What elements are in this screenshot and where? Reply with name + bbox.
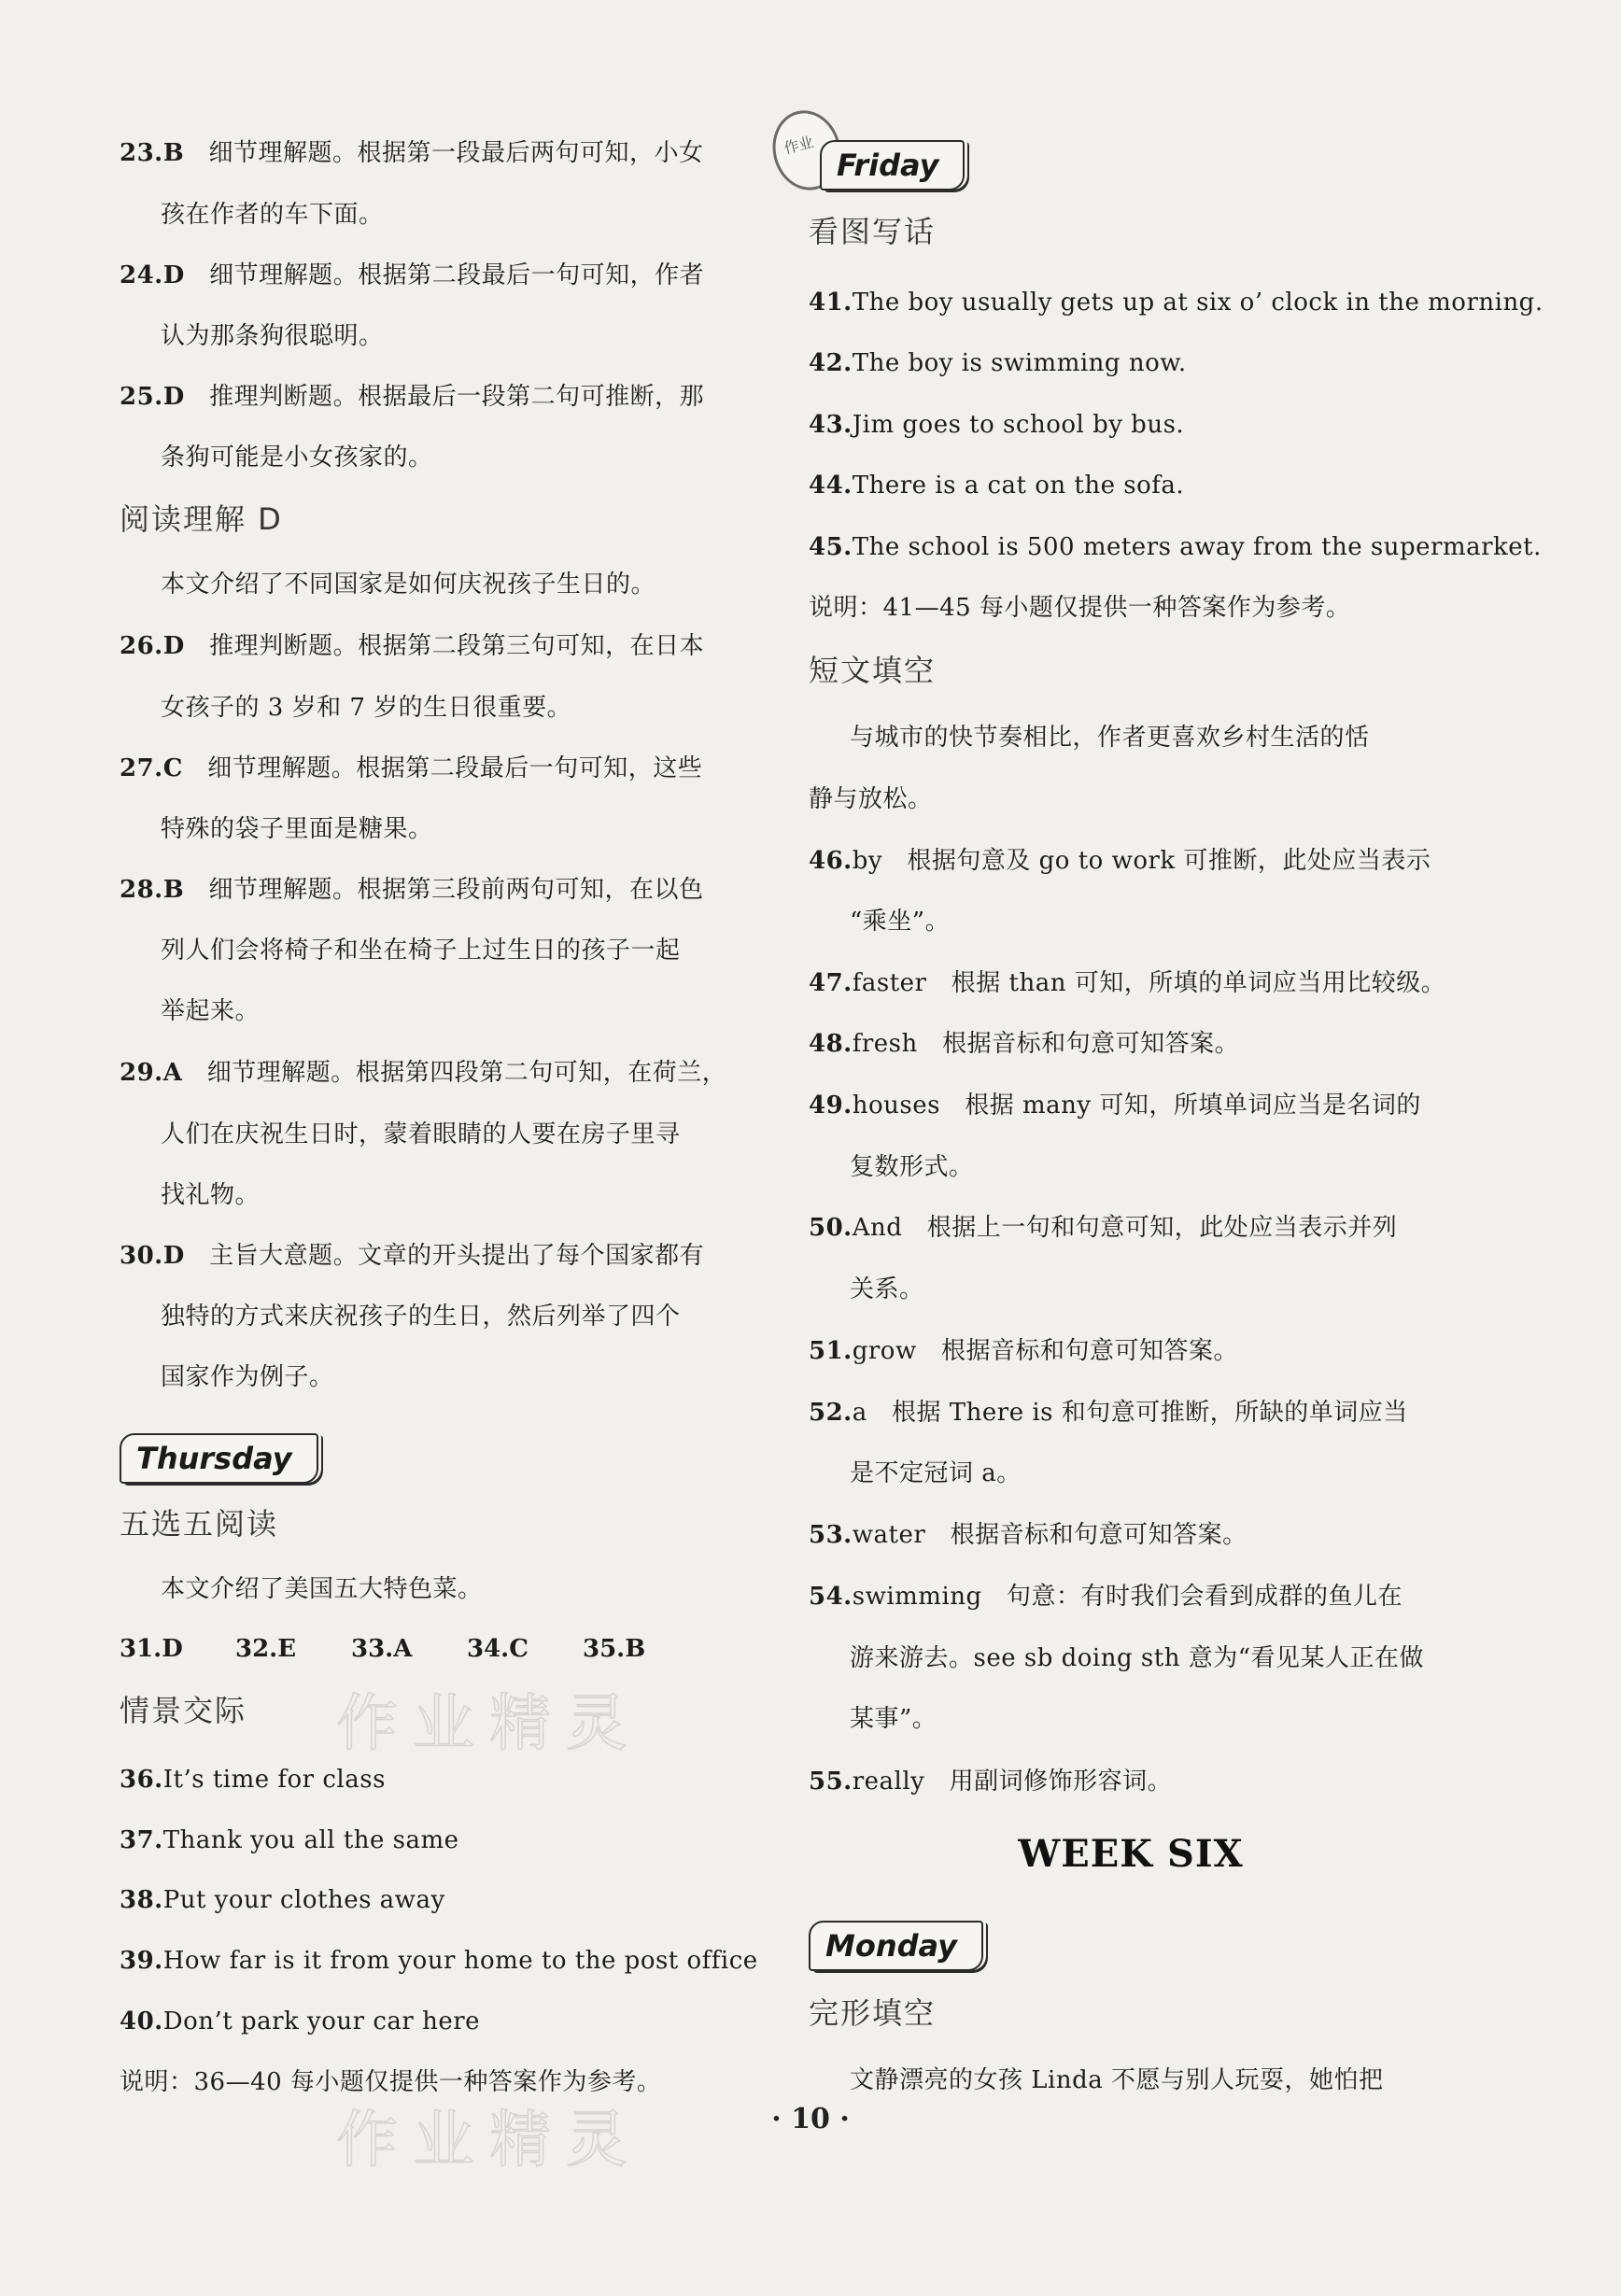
answer-55: [809, 1765, 1172, 1798]
answer-54: [809, 1580, 1403, 1613]
answer-continuation: 举起来。: [161, 997, 261, 1025]
answer-continuation: “乘坐”。: [850, 908, 951, 936]
answer-number: 40.: [120, 2007, 163, 2035]
answer-continuation: 独特的方式来庆祝孩子的生日，然后列举了四个: [161, 1303, 681, 1331]
answer-continuation: 某事”。: [850, 1705, 937, 1733]
section-intro: 与城市的快节奏相比，作者更喜欢乡村生活的恬: [850, 724, 1370, 752]
answer-40: [120, 2005, 480, 2038]
answer-text: 细节理解题。根据第四段第二句可知，在荷兰，: [206, 1059, 727, 1087]
answer-number: 36.: [120, 1766, 163, 1794]
answer-text: 推理判断题。根据第二段第三句可知，在日本: [209, 632, 705, 660]
section-heading-dialogue: 情景交际: [120, 1693, 247, 1728]
answer-number: 53.: [809, 1521, 853, 1549]
answer-word: a: [852, 1399, 867, 1427]
answer-51: [809, 1334, 1238, 1368]
answer-number: 43.: [809, 411, 853, 439]
answer-text: 根据 There is 和句意可推断，所缺的单词应当: [892, 1399, 1408, 1427]
answer-text: It’s time for class: [162, 1766, 386, 1794]
stamp-icon: 作业: [765, 104, 850, 198]
answer-number: 44.: [809, 472, 853, 500]
answer-text: The boy is swimming now.: [852, 349, 1187, 377]
answer-word: by: [852, 847, 883, 875]
answer-39: [120, 1944, 758, 1978]
answer-52: [809, 1396, 1408, 1430]
answer-text: 细节理解题。根据第一段最后两句可知，小女: [208, 139, 704, 167]
section-intro: 文静漂亮的女孩 Linda 不愿与别人玩耍，她怕把: [850, 2066, 1384, 2094]
answer-item: 34.C: [467, 1635, 529, 1663]
answer-text: 根据音标和句意可知答案。: [941, 1337, 1239, 1365]
answer-text: Thank you all the same: [162, 1826, 459, 1854]
answer-number: 29.A: [120, 1059, 183, 1087]
answer-37: [120, 1824, 459, 1857]
answer-continuation: 人们在庆祝生日时，蒙着眼睛的人要在房子里寻: [161, 1120, 681, 1148]
answer-41: [809, 286, 1543, 319]
answer-text: Jim goes to school by bus.: [852, 411, 1185, 439]
answer-44: [809, 469, 1184, 502]
note-text: 说明：36—40 每小题仅提供一种答案作为参考。: [120, 2068, 662, 2096]
answer-36: [120, 1763, 386, 1796]
section-heading-picture-writing: 看图写话: [809, 214, 937, 249]
week-title: WEEK SIX: [1018, 1832, 1244, 1876]
answer-number: 52.: [809, 1399, 853, 1427]
section-heading-reading-d: 阅读理解 D: [120, 501, 283, 537]
answer-item: 32.E: [235, 1635, 297, 1663]
note-text: 说明：41—45 每小题仅提供一种答案作为参考。: [809, 594, 1351, 622]
answer-number: 24.D: [120, 261, 185, 289]
day-badge-friday: Friday: [820, 140, 965, 190]
answer-continuation: 关系。: [850, 1275, 924, 1303]
answer-45: [809, 530, 1542, 564]
day-badge-monday: Monday: [809, 1921, 983, 1971]
answer-38: [120, 1883, 445, 1917]
answer-number: 47.: [809, 969, 853, 997]
answer-47: [809, 966, 1445, 1000]
answer-word: And: [852, 1214, 903, 1242]
answer-number: 48.: [809, 1030, 853, 1058]
answer-number: 55.: [809, 1768, 853, 1796]
answer-50: [809, 1211, 1397, 1245]
answer-number: 41.: [809, 289, 853, 317]
watermark-text: 作业精灵: [336, 2104, 642, 2176]
answer-text: 根据音标和句意可知答案。: [942, 1030, 1240, 1058]
answer-number: 30.D: [120, 1242, 185, 1270]
answer-word: fresh: [852, 1030, 918, 1058]
answer-item: 33.A: [351, 1635, 413, 1663]
answer-number: 49.: [809, 1092, 853, 1120]
answer-27: [120, 752, 702, 785]
section-intro: 本文介绍了不同国家是如何庆祝孩子生日的。: [161, 570, 656, 599]
answer-53: [809, 1518, 1247, 1552]
answer-text: There is a cat on the sofa.: [852, 472, 1185, 500]
answer-43: [809, 408, 1184, 442]
section-intro-continuation: 静与放松。: [809, 785, 933, 813]
answer-continuation: 国家作为例子。: [161, 1363, 334, 1391]
answer-text: The boy usually gets up at six o’ clock in the morning.: [852, 289, 1543, 317]
answer-24: [120, 259, 704, 292]
answer-word: grow: [852, 1337, 917, 1365]
answer-text: 推理判断题。根据最后一段第二句可推断，那: [209, 383, 705, 411]
answer-continuation: 是不定冠词 a。: [850, 1459, 1022, 1487]
answer-row-31-35: [120, 1632, 698, 1666]
answer-number: 39.: [120, 1947, 163, 1975]
answer-text: 细节理解题。根据第三段前两句可知，在以色: [208, 876, 704, 904]
answer-continuation: 孩在作者的车下面。: [161, 201, 384, 229]
answer-48: [809, 1027, 1239, 1061]
watermark-text: 作业精灵: [336, 1687, 642, 1759]
answer-text: Put your clothes away: [162, 1886, 445, 1914]
answer-continuation: 列人们会将椅子和坐在椅子上过生日的孩子一起: [161, 937, 681, 965]
answer-item: 31.D: [120, 1635, 183, 1663]
answer-item: 35.B: [583, 1635, 646, 1663]
section-intro: 本文介绍了美国五大特色菜。: [161, 1575, 483, 1603]
answer-number: 42.: [809, 349, 853, 377]
answer-word: really: [852, 1768, 925, 1796]
day-badge-thursday: Thursday: [120, 1433, 318, 1484]
answer-continuation: 特殊的袋子里面是糖果。: [161, 815, 433, 843]
answer-continuation: 认为那条狗很聪明。: [161, 322, 384, 350]
answer-continuation: 游来游去。see sb doing sth 意为“看见某人正在做: [850, 1644, 1424, 1672]
answer-number: 26.D: [120, 632, 185, 660]
answer-number: 28.B: [120, 876, 185, 904]
answer-text: 根据上一句和句意可知，此处应当表示并列: [926, 1214, 1398, 1242]
answer-text: The school is 500 meters away from the supermarket.: [852, 533, 1542, 561]
answer-word: water: [852, 1521, 926, 1549]
answer-text: 根据 many 可知，所填单词应当是名词的: [965, 1092, 1421, 1120]
answer-continuation: 复数形式。: [850, 1153, 974, 1181]
answer-number: 45.: [809, 533, 853, 561]
answer-text: 主旨大意题。文章的开头提出了每个国家都有: [209, 1242, 705, 1270]
answer-text: Don’t park your car here: [162, 2007, 481, 2035]
answer-26: [120, 629, 704, 663]
answer-text: 细节理解题。根据第二段最后一句可知，这些: [207, 754, 703, 782]
answer-text: 用副词修饰形容词。: [949, 1768, 1173, 1796]
answer-number: 51.: [809, 1337, 853, 1365]
answer-word: houses: [852, 1092, 940, 1120]
answer-30: [120, 1239, 704, 1273]
answer-text: 根据音标和句意可知答案。: [950, 1521, 1247, 1549]
answer-text: 根据句意及 go to work 可推断，此处应当表示: [907, 847, 1431, 875]
answer-word: swimming: [852, 1583, 982, 1611]
answer-text: 句意：有时我们会看到成群的鱼儿在: [1006, 1583, 1403, 1611]
answer-continuation: 找礼物。: [161, 1181, 261, 1209]
answer-25: [120, 380, 704, 414]
answer-number: 27.C: [120, 754, 183, 782]
answer-number: 38.: [120, 1886, 163, 1914]
answer-number: 25.D: [120, 383, 185, 411]
answer-text: 细节理解题。根据第二段最后一句可知，作者: [209, 261, 705, 289]
answer-number: 23.B: [120, 139, 185, 167]
section-heading-five-choice: 五选五阅读: [120, 1506, 279, 1542]
answer-continuation: 女孩子的 3 岁和 7 岁的生日很重要。: [161, 694, 572, 722]
answer-number: 37.: [120, 1826, 163, 1854]
answer-number: 50.: [809, 1214, 853, 1242]
answer-word: faster: [852, 969, 927, 997]
answer-text: 根据 than 可知，所填的单词应当用比较级。: [951, 969, 1446, 997]
answer-28: [120, 873, 704, 907]
answer-23: [120, 136, 704, 170]
answer-continuation: 条狗可能是小女孩家的。: [161, 444, 433, 472]
answer-number: 54.: [809, 1583, 853, 1611]
answer-46: [809, 844, 1431, 878]
answer-42: [809, 346, 1187, 380]
answer-number: 46.: [809, 847, 853, 875]
answer-29: [120, 1056, 726, 1090]
answer-49: [809, 1089, 1421, 1122]
page-number: · 10 ·: [771, 2103, 850, 2135]
section-heading-cloze: 完形填空: [809, 1995, 937, 2031]
section-heading-cloze-fill: 短文填空: [809, 653, 937, 688]
answer-text: How far is it from your home to the post office: [162, 1947, 758, 1975]
